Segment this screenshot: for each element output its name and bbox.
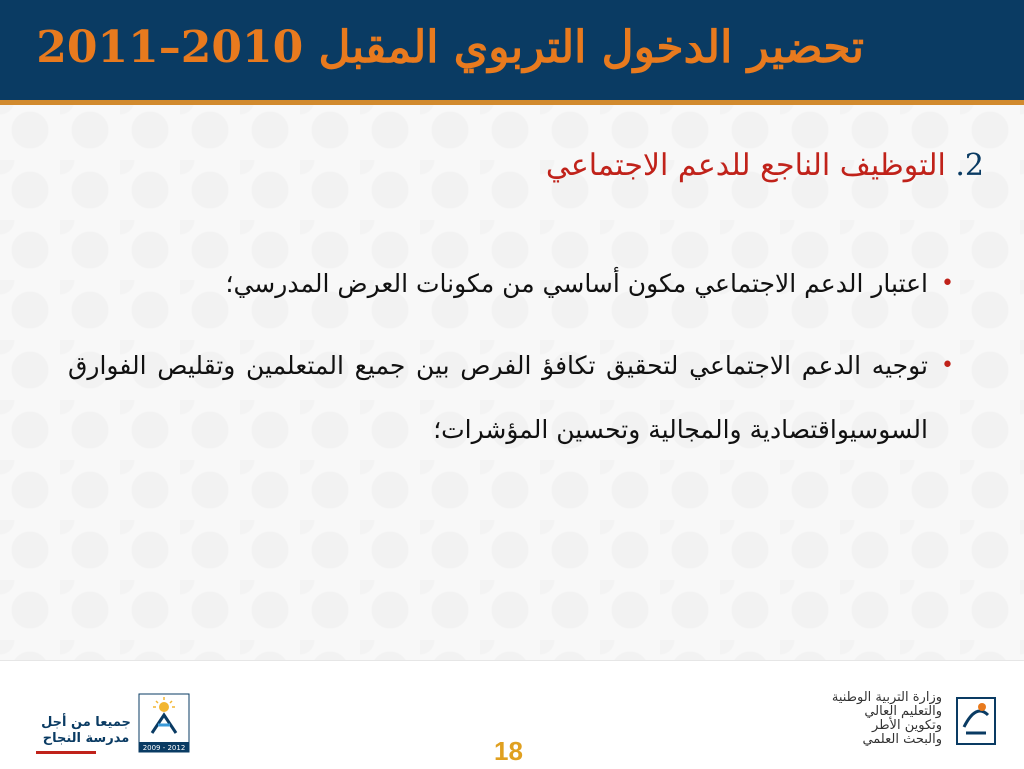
section-title: التوظيف الناجع للدعم الاجتماعي xyxy=(545,148,946,183)
bullet-item xyxy=(68,334,954,462)
slogan xyxy=(40,715,132,747)
ministry-line: وتكوين الأطر xyxy=(872,718,942,733)
slogan-underline xyxy=(36,751,96,754)
header-bar xyxy=(0,0,1024,100)
section-number: 2. xyxy=(955,148,984,183)
reform-program-logo-icon xyxy=(138,693,190,753)
bullet-text: اعتبار الدعم الاجتماعي مكون أساسي من مكونات العرض المدرسي؛ xyxy=(225,269,928,298)
section-heading xyxy=(546,148,984,183)
bullet-item xyxy=(68,252,954,316)
ministry-line: والتعليم العالي xyxy=(864,704,942,719)
slogan-line: مدرسة النجاح xyxy=(42,731,130,746)
ministry-name xyxy=(742,691,942,747)
bullet-dot-icon: • xyxy=(941,271,954,296)
slogan-line: جميعا من أجل xyxy=(41,715,131,730)
reform-logo-caption: 2009 - 2012 xyxy=(142,744,186,752)
bullet-dot-icon: • xyxy=(941,353,954,378)
ministry-logo-icon xyxy=(956,697,996,745)
header-stripe xyxy=(0,100,1024,105)
ministry-line: وزارة التربية الوطنية xyxy=(831,690,942,705)
ministry-line: والبحث العلمي xyxy=(862,732,942,747)
slide-title: تحضير الدخول التربوي المقبل 2010–2011 xyxy=(36,22,864,73)
bullet-text: توجيه الدعم الاجتماعي لتحقيق تكافؤ الفرص بين جميع المتعلمين وتقليص الفوارق السوسيواقتصادية والمجالية وتحسين المؤشرات؛ xyxy=(68,351,928,444)
page-number: 18 xyxy=(494,736,523,766)
bullet-list xyxy=(68,252,954,480)
